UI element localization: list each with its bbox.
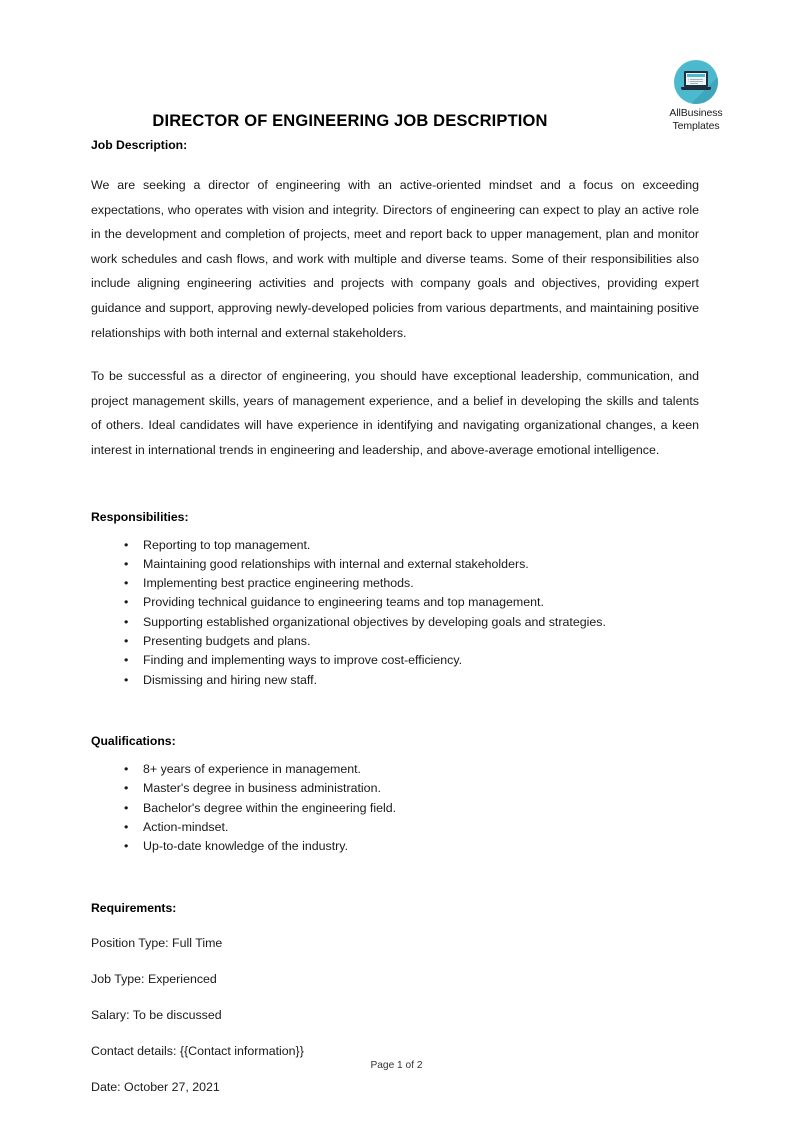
bullet-icon: • xyxy=(124,653,129,668)
logo-text xyxy=(650,107,742,133)
list-item-text: Finding and implementing ways to improve cost-efficiency. xyxy=(143,653,463,668)
allbusiness-templates-logo xyxy=(650,60,742,133)
bullet-icon: • xyxy=(124,800,129,815)
bullet-icon: • xyxy=(124,614,129,629)
job-description-paragraph-1: We are seeking a director of engineering with an active-oriented mindset and a focus on exceeding expectations, who operates with vision and integrity. Directors of engineering can expect to play an active role in the development and completion of projects, meet and report back to upper management, plan and monitor work schedules and cash flows, and work with multiple and diverse teams. Some of their responsibilities also include aligning engineering activities and projects with company goals and objectives, providing expert guidance and support, approving newly-developed policies from various departments, and maintaining positive relationships with both internal and external stakeholders. xyxy=(91,178,699,340)
laptop-screen-dot xyxy=(688,81,690,83)
laptop-screen-frame xyxy=(684,71,708,87)
page-footer: Page 1 of 2 xyxy=(370,1060,423,1071)
section-heading-responsibilities: Responsibilities: xyxy=(91,509,189,524)
laptop-screen xyxy=(686,73,706,85)
list-item-text: Dismissing and hiring new staff. xyxy=(143,672,318,687)
laptop-screen-textline xyxy=(690,83,698,84)
page-title: DIRECTOR OF ENGINEERING JOB DESCRIPTION xyxy=(152,112,548,130)
bullet-icon: • xyxy=(124,634,129,649)
list-item-text: Bachelor's degree within the engineering field. xyxy=(143,800,397,815)
list-item xyxy=(91,536,699,555)
list-item xyxy=(91,779,699,798)
bullet-icon: • xyxy=(124,839,129,854)
qualifications-list xyxy=(91,760,699,856)
bullet-icon: • xyxy=(124,819,129,834)
list-item xyxy=(91,574,699,593)
list-item xyxy=(91,593,699,612)
laptop-screen-textline xyxy=(690,81,703,82)
list-item xyxy=(91,837,699,856)
bullet-icon: • xyxy=(124,537,129,552)
laptop-screen-textline xyxy=(690,79,703,80)
list-item xyxy=(91,555,699,574)
list-item xyxy=(91,671,699,690)
list-item-text: Supporting established organizational objectives by developing goals and strategies. xyxy=(143,614,606,629)
logo-text-line-2: Templates xyxy=(672,120,720,132)
responsibilities-list xyxy=(91,536,699,690)
list-item xyxy=(91,760,699,779)
bullet-icon: • xyxy=(124,576,129,591)
list-item xyxy=(91,632,699,651)
requirement-position-type: Position Type: Full Time xyxy=(91,936,223,951)
list-item xyxy=(91,613,699,632)
bullet-icon: • xyxy=(124,556,129,571)
bullet-icon: • xyxy=(124,781,129,796)
requirement-date: Date: October 27, 2021 xyxy=(91,1080,220,1095)
list-item-text: Master's degree in business administration. xyxy=(143,781,381,796)
list-item-text: 8+ years of experience in management. xyxy=(143,761,361,776)
bullet-icon: • xyxy=(124,595,129,610)
list-item-text: Providing technical guidance to engineering teams and top management. xyxy=(143,595,544,610)
section-heading-qualifications: Qualifications: xyxy=(91,733,176,748)
requirement-contact-details: Contact details: {{Contact information}} xyxy=(91,1044,304,1059)
laptop-icon xyxy=(681,71,711,93)
bullet-icon: • xyxy=(124,761,129,776)
requirement-salary: Salary: To be discussed xyxy=(91,1008,222,1023)
logo-mark xyxy=(674,60,718,104)
laptop-screen-titlebar xyxy=(687,74,705,77)
list-item xyxy=(91,818,699,837)
list-item-text: Up-to-date knowledge of the industry. xyxy=(143,839,349,854)
laptop-screen-dot xyxy=(688,79,690,81)
job-description-paragraph-2: To be successful as a director of engineering, you should have exceptional leadership, communication, and project management skills, years of management experience, and a belief in developing the skills and talents of others. Ideal candidates will have experience in identifying and navigating organizational changes, a keen interest in international trends in engineering and leadership, and above-average emotional intelligence. xyxy=(91,369,699,457)
section-heading-job-description: Job Description: xyxy=(91,138,188,152)
list-item-text: Action-mindset. xyxy=(143,819,229,834)
list-item xyxy=(91,651,699,670)
list-item-text: Implementing best practice engineering methods. xyxy=(143,576,414,591)
list-item xyxy=(91,799,699,818)
list-item-text: Reporting to top management. xyxy=(143,537,311,552)
laptop-base xyxy=(681,87,711,90)
list-item-text: Presenting budgets and plans. xyxy=(143,634,311,649)
bullet-icon: • xyxy=(124,672,129,687)
logo-text-line-1: AllBusiness xyxy=(669,107,723,119)
list-item-text: Maintaining good relationships with internal and external stakeholders. xyxy=(143,556,529,571)
section-heading-requirements: Requirements: xyxy=(91,901,177,916)
document-body xyxy=(91,138,699,1095)
requirement-job-type: Job Type: Experienced xyxy=(91,972,217,987)
